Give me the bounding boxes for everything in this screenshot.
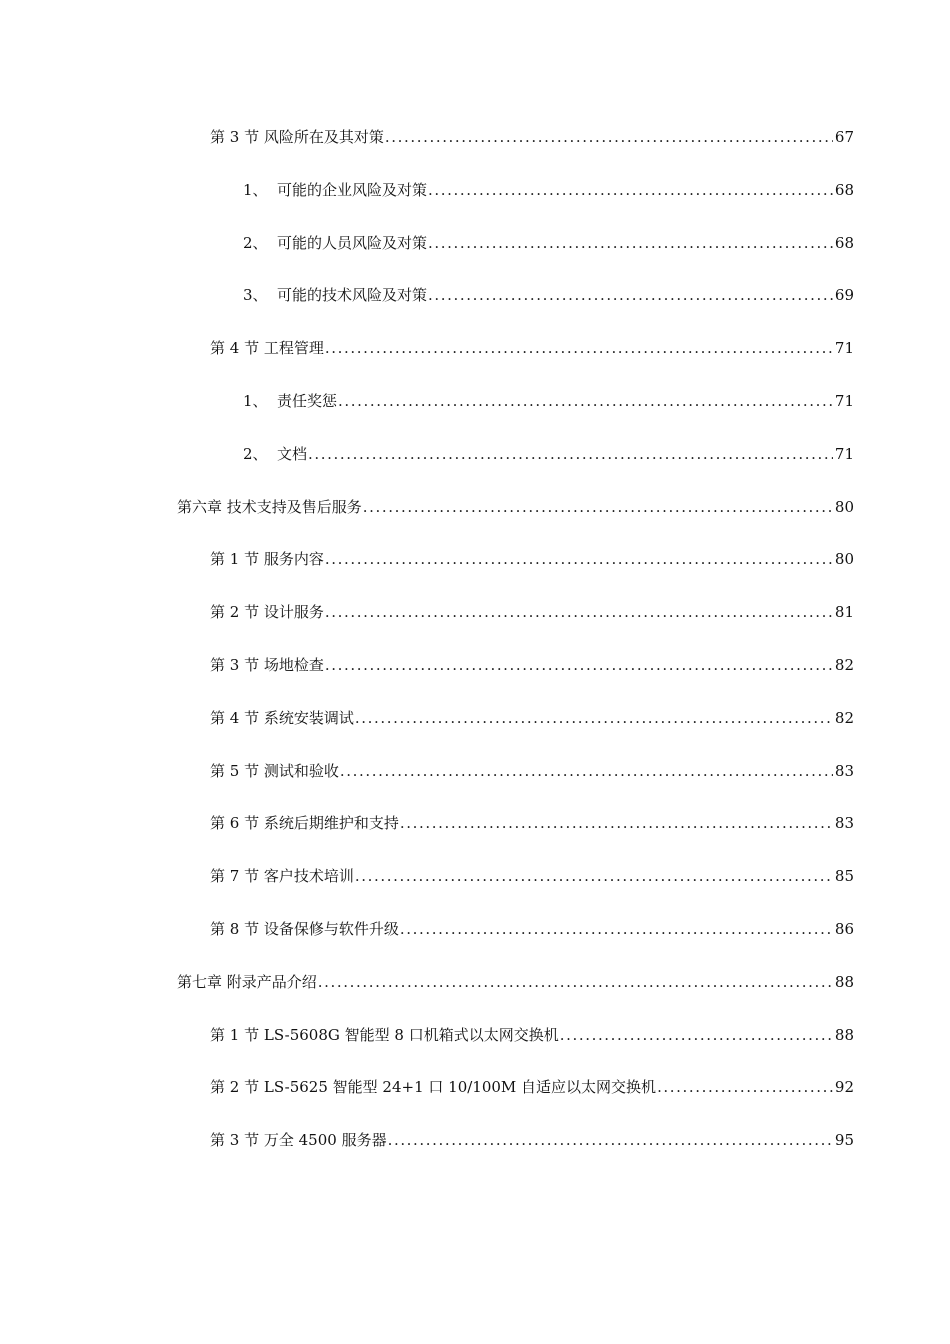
toc-entry-title: 场地检查 (263, 655, 324, 674)
toc-entry[interactable] (0, 758, 950, 811)
toc-entry-number: 2、 (243, 233, 268, 252)
toc-entry-title: 文档 (277, 444, 308, 463)
toc-entry-page: 71 (834, 391, 854, 410)
toc-entry-number: 2、 (243, 444, 268, 463)
toc-entry-title: LS-5608G 智能型 8 口机箱式以太网交换机 (263, 1025, 559, 1044)
toc-entry-title: 测试和验收 (263, 761, 339, 780)
toc-entry[interactable] (0, 599, 950, 652)
toc-dot-leader (318, 969, 833, 995)
toc-dot-leader (325, 652, 833, 678)
toc-entry-number: 第 2 节 (210, 1078, 264, 1097)
toc-dot-leader (308, 441, 833, 467)
toc-entry-number: 第 7 节 (210, 867, 264, 886)
toc-entry-number: 第 6 节 (210, 814, 264, 833)
toc-entry[interactable] (0, 124, 950, 177)
toc-dot-leader (355, 705, 833, 731)
toc-entry[interactable] (0, 546, 950, 599)
toc-entry[interactable] (0, 441, 950, 494)
toc-dot-leader (428, 282, 833, 308)
toc-entry-page: 88 (834, 972, 854, 991)
toc-entry-title: 系统后期维护和支持 (263, 814, 399, 833)
toc-dot-leader (338, 388, 833, 414)
toc-entry-title: 可能的企业风险及对策 (277, 180, 428, 199)
toc-entry-page: 95 (834, 1131, 854, 1150)
toc-entry-number: 第 4 节 (210, 708, 264, 727)
toc-dot-leader (325, 599, 833, 625)
toc-entry-page: 81 (834, 603, 854, 622)
toc-entry-page: 85 (834, 867, 854, 886)
toc-entry[interactable] (0, 335, 950, 388)
toc-entry-title: 客户技术培训 (263, 867, 354, 886)
toc-entry[interactable] (0, 652, 950, 705)
toc-entry-page: 69 (834, 286, 854, 305)
toc-entry-title: 设计服务 (263, 603, 324, 622)
toc-entry-page: 71 (834, 339, 854, 358)
toc-entry-number: 第 2 节 (210, 603, 264, 622)
toc-entry[interactable] (0, 177, 950, 230)
toc-entry-page: 82 (834, 655, 854, 674)
toc-entry-number: 第 3 节 (210, 1131, 264, 1150)
toc-dot-leader (385, 124, 833, 150)
toc-dot-leader (657, 1074, 833, 1100)
toc-entry-number: 第 3 节 (210, 128, 264, 146)
toc-entry-number: 第六章 (177, 497, 227, 516)
toc-entry-title: 系统安装调试 (263, 708, 354, 727)
toc-entry-page: 83 (834, 814, 854, 833)
toc-dot-leader (428, 230, 833, 256)
toc-entry[interactable] (0, 282, 950, 335)
toc-entry[interactable] (0, 705, 950, 758)
toc-entry-page: 68 (834, 180, 854, 199)
toc-entry-page: 92 (834, 1078, 854, 1097)
toc-chapter-entry[interactable] (0, 969, 950, 1022)
toc-entry-title: 万全 4500 服务器 (263, 1131, 387, 1150)
toc-entry-number: 第 8 节 (210, 919, 264, 938)
toc-entry-page: 88 (834, 1025, 854, 1044)
toc-dot-leader (325, 335, 833, 361)
toc-entry-title: LS-5625 智能型 24+1 口 10/100M 自适应以太网交换机 (263, 1078, 657, 1097)
toc-entry-number: 第 1 节 (210, 1025, 264, 1044)
toc-entry-page: 82 (834, 708, 854, 727)
toc-entry-page: 86 (834, 919, 854, 938)
table-of-contents (0, 124, 950, 1180)
toc-entry-title: 风险所在及其对策 (263, 128, 384, 146)
toc-entry-page: 67 (834, 128, 854, 146)
toc-dot-leader (428, 177, 833, 203)
toc-dot-leader (560, 1022, 833, 1048)
toc-entry-page: 80 (834, 550, 854, 569)
toc-entry[interactable] (0, 916, 950, 969)
toc-dot-leader (325, 546, 833, 572)
toc-entry-number: 3、 (243, 286, 268, 305)
toc-entry-page: 71 (834, 444, 854, 463)
toc-entry-page: 68 (834, 233, 854, 252)
toc-entry-number: 1、 (243, 391, 268, 410)
toc-entry-page: 80 (834, 497, 854, 516)
toc-entry-title: 可能的人员风险及对策 (277, 233, 428, 252)
toc-entry[interactable] (0, 1074, 950, 1127)
toc-dot-leader (363, 494, 833, 520)
toc-entry-title: 工程管理 (263, 339, 324, 358)
toc-entry-title: 技术支持及售后服务 (226, 497, 362, 516)
toc-entry-number: 第 1 节 (210, 550, 264, 569)
toc-entry-title: 可能的技术风险及对策 (277, 286, 428, 305)
toc-dot-leader (355, 863, 833, 889)
toc-entry-title: 附录产品介绍 (226, 972, 317, 991)
toc-entry-number: 第七章 (177, 972, 227, 991)
toc-entry-number: 第 5 节 (210, 761, 264, 780)
toc-dot-leader (400, 916, 833, 942)
toc-dot-leader (340, 758, 833, 784)
toc-entry[interactable] (0, 388, 950, 441)
toc-dot-leader (400, 810, 833, 836)
toc-entry[interactable] (0, 810, 950, 863)
toc-entry-page: 83 (834, 761, 854, 780)
toc-dot-leader (388, 1127, 833, 1153)
toc-entry-number: 第 4 节 (210, 339, 264, 358)
toc-entry[interactable] (0, 1127, 950, 1180)
toc-entry-title: 设备保修与软件升级 (263, 919, 399, 938)
toc-entry-title: 责任奖惩 (277, 391, 338, 410)
toc-entry[interactable] (0, 1022, 950, 1075)
toc-entry[interactable] (0, 863, 950, 916)
toc-entry[interactable] (0, 230, 950, 283)
toc-chapter-entry[interactable] (0, 494, 950, 547)
toc-entry-number: 第 3 节 (210, 655, 264, 674)
toc-entry-number: 1、 (243, 180, 268, 199)
toc-entry-title: 服务内容 (263, 550, 324, 569)
